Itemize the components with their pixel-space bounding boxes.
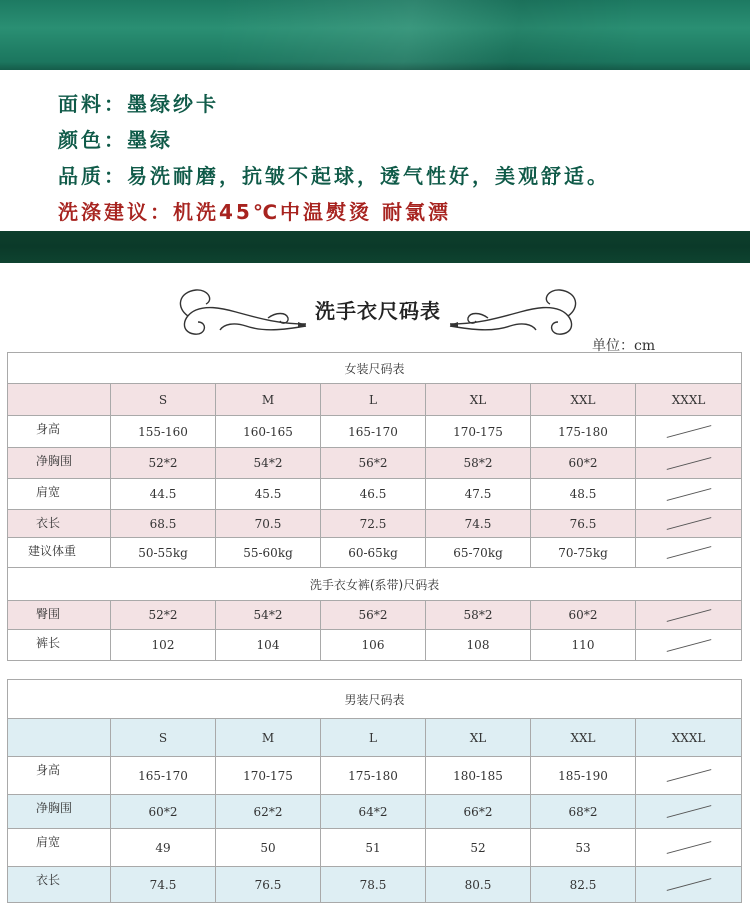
na-slash-icon <box>666 841 711 854</box>
cell: 74.5 <box>111 867 216 903</box>
men-size-table <box>7 679 742 903</box>
fabric-line: 面料：墨绿纱卡 <box>58 92 219 116</box>
na-slash-icon <box>666 769 711 782</box>
cell: 74.5 <box>426 510 531 538</box>
header-corner <box>8 384 111 416</box>
cell: 76.5 <box>216 867 321 903</box>
size-xxxl: XXXL <box>636 384 742 416</box>
na-slash-icon <box>666 878 711 891</box>
cell: 76.5 <box>531 510 636 538</box>
size-header-row <box>8 719 742 757</box>
row-label: 肩宽 <box>8 479 111 510</box>
cell: 51 <box>321 829 426 867</box>
cell: 170-175 <box>426 416 531 448</box>
cell: 54*2 <box>216 448 321 479</box>
cell-na <box>636 448 742 479</box>
row-label: 建议体重 <box>8 538 111 568</box>
cell: 104 <box>216 630 321 661</box>
cell: 53 <box>531 829 636 867</box>
table-row <box>8 757 742 795</box>
page-title: 洗手衣尺码表 <box>315 299 441 323</box>
cell: 58*2 <box>426 601 531 630</box>
cell-na <box>636 601 742 630</box>
na-slash-icon <box>666 805 711 818</box>
na-slash-icon <box>666 517 711 530</box>
cell-na <box>636 795 742 829</box>
cell: 64*2 <box>321 795 426 829</box>
cell: 60*2 <box>531 448 636 479</box>
cell-na <box>636 630 742 661</box>
cell: 60-65kg <box>321 538 426 568</box>
size-xxxl: XXXL <box>636 719 742 757</box>
cell: 60*2 <box>531 601 636 630</box>
cell: 185-190 <box>531 757 636 795</box>
row-label: 净胸围 <box>8 448 111 479</box>
row-label: 肩宽 <box>8 829 111 867</box>
cell: 106 <box>321 630 426 661</box>
row-label: 身高 <box>8 757 111 795</box>
cell-na <box>636 416 742 448</box>
cell: 45.5 <box>216 479 321 510</box>
cell: 52*2 <box>111 601 216 630</box>
cell: 56*2 <box>321 448 426 479</box>
cell-na <box>636 479 742 510</box>
product-info <box>58 86 610 230</box>
size-xl: XL <box>426 384 531 416</box>
row-label: 臀围 <box>8 601 111 630</box>
header-corner <box>8 719 111 757</box>
na-slash-icon <box>666 609 711 622</box>
cell: 175-180 <box>531 416 636 448</box>
cell: 155-160 <box>111 416 216 448</box>
table-row <box>8 538 742 568</box>
cell: 102 <box>111 630 216 661</box>
size-xl: XL <box>426 719 531 757</box>
cell-na <box>636 867 742 903</box>
cell: 170-175 <box>216 757 321 795</box>
cell: 82.5 <box>531 867 636 903</box>
size-l: L <box>321 719 426 757</box>
cell-na <box>636 829 742 867</box>
dark-green-divider <box>0 231 750 263</box>
cell: 55-60kg <box>216 538 321 568</box>
cell: 50 <box>216 829 321 867</box>
cell-na <box>636 538 742 568</box>
size-s: S <box>111 719 216 757</box>
cell: 54*2 <box>216 601 321 630</box>
row-label: 衣长 <box>8 867 111 903</box>
row-label: 衣长 <box>8 510 111 538</box>
size-chart-title <box>168 282 588 342</box>
cell: 68.5 <box>111 510 216 538</box>
unit-label: 单位：cm <box>592 338 656 354</box>
cell: 66*2 <box>426 795 531 829</box>
na-slash-icon <box>666 457 711 470</box>
row-label: 身高 <box>8 416 111 448</box>
cell: 70.5 <box>216 510 321 538</box>
cell: 165-170 <box>111 757 216 795</box>
fabric-bottom-shadow <box>0 62 750 70</box>
na-slash-icon <box>666 425 711 438</box>
table-row <box>8 416 742 448</box>
wash-line: 洗涤建议：机洗45℃中温熨烫 耐氯漂 <box>58 200 452 224</box>
cell: 52*2 <box>111 448 216 479</box>
women-size-table <box>7 352 742 661</box>
cell: 52 <box>426 829 531 867</box>
cell: 65-70kg <box>426 538 531 568</box>
cell: 175-180 <box>321 757 426 795</box>
cell: 44.5 <box>111 479 216 510</box>
size-header-row <box>8 384 742 416</box>
table-row <box>8 867 742 903</box>
cell: 108 <box>426 630 531 661</box>
size-xxl: XXL <box>531 719 636 757</box>
table-row <box>8 829 742 867</box>
cell: 46.5 <box>321 479 426 510</box>
size-l: L <box>321 384 426 416</box>
table-row <box>8 795 742 829</box>
cell: 62*2 <box>216 795 321 829</box>
cell: 47.5 <box>426 479 531 510</box>
cell-na <box>636 757 742 795</box>
cell: 56*2 <box>321 601 426 630</box>
cell: 110 <box>531 630 636 661</box>
cell: 80.5 <box>426 867 531 903</box>
table-row <box>8 630 742 661</box>
na-slash-icon <box>666 639 711 652</box>
na-slash-icon <box>666 488 711 501</box>
table-row <box>8 448 742 479</box>
cell-na <box>636 510 742 538</box>
cell: 180-185 <box>426 757 531 795</box>
row-label: 净胸围 <box>8 795 111 829</box>
color-line: 颜色：墨绿 <box>58 128 173 152</box>
size-s: S <box>111 384 216 416</box>
size-xxl: XXL <box>531 384 636 416</box>
cell: 70-75kg <box>531 538 636 568</box>
women-table-caption: 女装尺码表 <box>8 353 742 384</box>
cell: 60*2 <box>111 795 216 829</box>
table-row <box>8 479 742 510</box>
fabric-fold-highlight <box>220 0 640 70</box>
pants-table-caption: 洗手衣女裤(系带)尺码表 <box>8 568 742 601</box>
cell: 72.5 <box>321 510 426 538</box>
cell: 48.5 <box>531 479 636 510</box>
cell: 50-55kg <box>111 538 216 568</box>
fabric-photo-strip <box>0 0 750 70</box>
table-row <box>8 601 742 630</box>
cell: 160-165 <box>216 416 321 448</box>
cell: 49 <box>111 829 216 867</box>
cell: 58*2 <box>426 448 531 479</box>
size-m: M <box>216 384 321 416</box>
men-table-caption: 男装尺码表 <box>8 680 742 719</box>
row-label: 裤长 <box>8 630 111 661</box>
cell: 165-170 <box>321 416 426 448</box>
quality-line: 品质：易洗耐磨，抗皱不起球，透气性好，美观舒适。 <box>58 164 610 188</box>
cell: 68*2 <box>531 795 636 829</box>
table-row <box>8 510 742 538</box>
na-slash-icon <box>666 546 711 559</box>
cell: 78.5 <box>321 867 426 903</box>
size-m: M <box>216 719 321 757</box>
